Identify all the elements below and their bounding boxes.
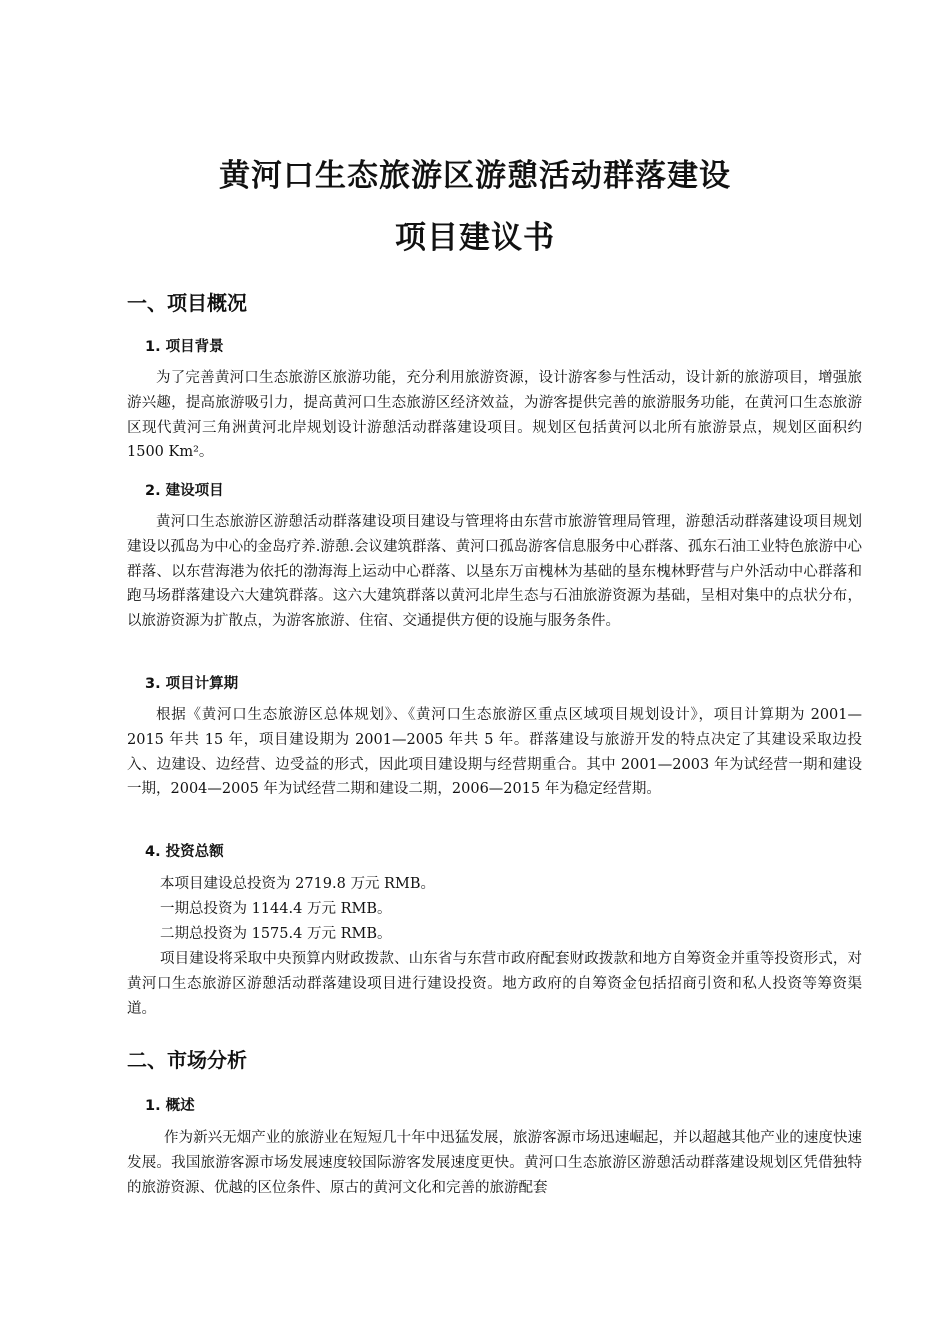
paragraph-background xyxy=(127,366,862,465)
subheading-background: 1. 项目背景 xyxy=(145,339,224,355)
paragraph-text: 根据《黄河口生态旅游区总体规划》、《黄河口生态旅游区重点区域项目规划设计》，项目计算期为 2001—2015 年共 15 年，项目建设期为 2001—2005 年共 5 年。群落建设与旅游开发的特点决定了其建设采取边投入、边建设、边经营、边受益的形式，因此项目建设期与经营期重合。其中 2001—2003 年为试经营一期和建设一期，2004—2005 年为试经营二期和建设二期，2006—2015 年为稳定经营期。 xyxy=(127,707,862,798)
paragraph-investment xyxy=(127,947,862,1021)
investment-phase1: 一期总投资为 1144.4 万元 RMB。 xyxy=(160,901,392,917)
subheading-calculation-period: 3. 项目计算期 xyxy=(145,676,239,692)
document-subtitle: 项目建议书 xyxy=(395,220,555,256)
subheading-overview: 1. 概述 xyxy=(145,1098,195,1114)
paragraph-text: 项目建设将采取中央预算内财政拨款、山东省与东营市政府配套财政拨款和地方自筹资金并重等投资形式，对黄河口生态旅游区游憩活动群落建设项目进行建设投资。地方政府的自筹资金包括招商引资和私人投资等筹资渠道。 xyxy=(127,951,862,1017)
document-title: 黄河口生态旅游区游憩活动群落建设 xyxy=(219,158,731,194)
paragraph-calculation-period xyxy=(127,703,862,802)
subheading-construction: 2. 建设项目 xyxy=(145,483,224,499)
investment-phase2: 二期总投资为 1575.4 万元 RMB。 xyxy=(160,926,392,942)
paragraph-construction xyxy=(127,510,862,634)
subheading-investment: 4. 投资总额 xyxy=(145,844,224,860)
paragraph-text: 为了完善黄河口生态旅游区旅游功能，充分利用旅游资源，设计游客参与性活动，设计新的旅游项目，增强旅游兴趣，提高旅游吸引力，提高黄河口生态旅游区经济效益，为游客提供完善的旅游服务功能，在黄河口生态旅游区现代黄河三角洲黄河北岸规划设计游憩活动群落建设项目。规划区包括黄河以北所有旅游景点，规划区面积约 1500 Km²。 xyxy=(127,370,862,461)
paragraph-market-overview xyxy=(127,1126,862,1200)
paragraph-text: 黄河口生态旅游区游憩活动群落建设项目建设与管理将由东营市旅游管理局管理，游憩活动群落建设项目规划建设以孤岛为中心的金岛疗养.游憩.会议建筑群落、黄河口孤岛游客信息服务中心群落、孤东石油工业特色旅游中心群落、以东营海港为依托的渤海海上运动中心群落、以垦东万亩槐林为基础的垦东槐林野营与户外活动中心群落和跑马场群落建设六大建筑群落。这六大建筑群落以黄河北岸生态与石油旅游资源为基础，呈相对集中的点状分布，以旅游资源为扩散点，为游客旅游、住宿、交通提供方便的设施与服务条件。 xyxy=(127,514,862,630)
paragraph-text: 作为新兴无烟产业的旅游业在短短几十年中迅猛发展，旅游客源市场迅速崛起，并以超越其他产业的速度快速发展。我国旅游客源市场发展速度较国际游客发展速度更快。黄河口生态旅游区游憩活动群落建设规划区凭借独特的旅游资源、优越的区位条件、原古的黄河文化和完善的旅游配套 xyxy=(127,1130,862,1196)
investment-total: 本项目建设总投资为 2719.8 万元 RMB。 xyxy=(160,876,435,892)
section-heading-market: 二、市场分析 xyxy=(127,1048,247,1072)
section-heading-overview: 一、项目概况 xyxy=(127,291,247,315)
